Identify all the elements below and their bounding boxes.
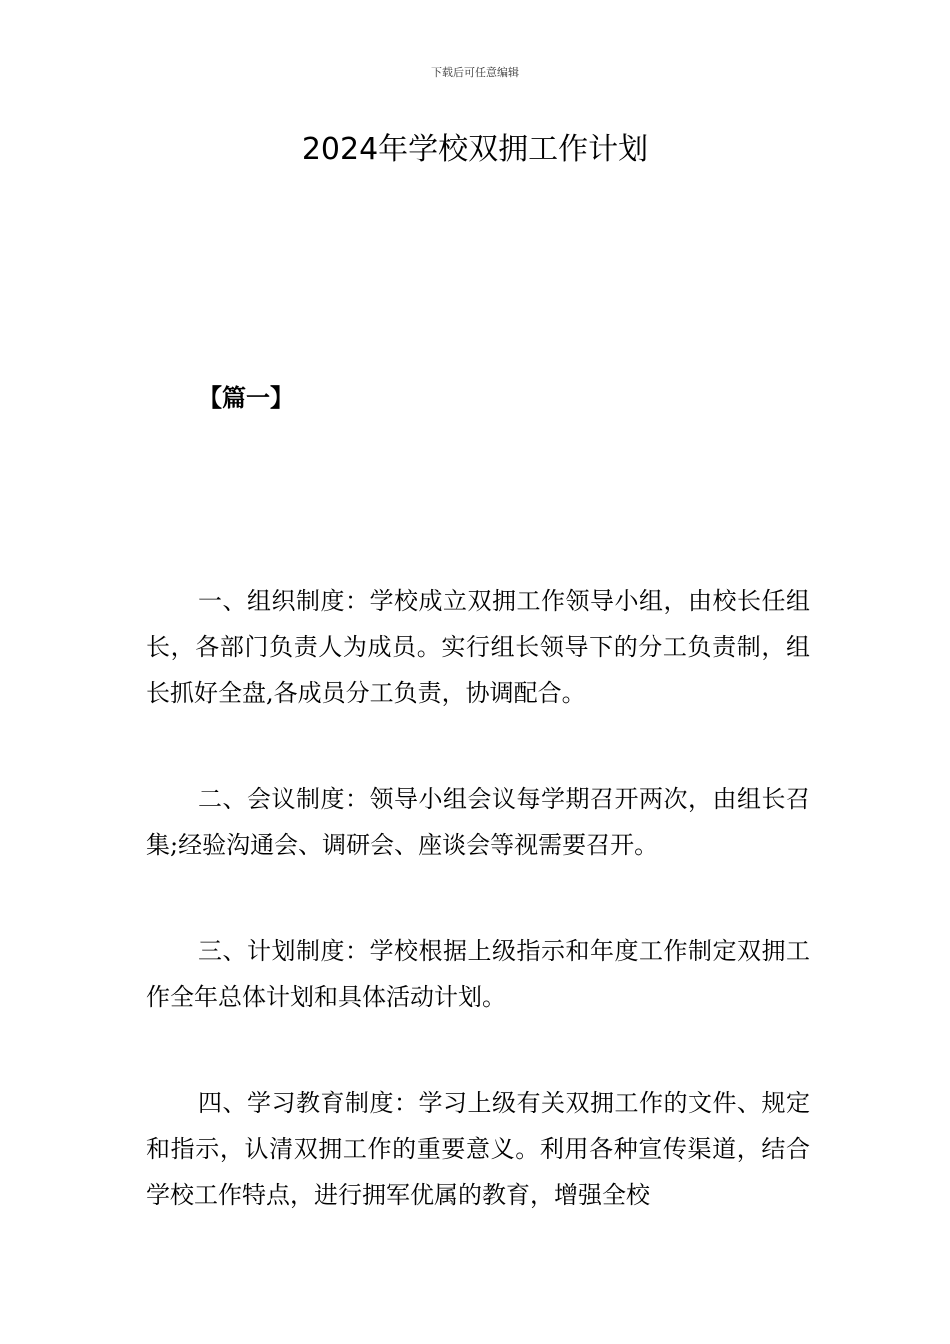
header-note: 下载后可任意编辑 (431, 66, 519, 79)
paragraph-organization: 一、组织制度：学校成立双拥工作领导小组，由校长任组长，各部门负责人为成员。实行组长领导下的分工负责制，组长抓好全盘,各成员分工负责，协调配合。 (146, 587, 810, 707)
section-label: 【篇一】 (198, 383, 294, 412)
paragraph-plan: 三、计划制度：学校根据上级指示和年度工作制定双拥工作全年总体计划和具体活动计划。 (146, 937, 810, 1011)
paragraph-education: 四、学习教育制度：学习上级有关双拥工作的文件、规定和指示，认清双拥工作的重要意义。利用各种宣传渠道，结合学校工作特点，进行拥军优属的教育，增强全校 (146, 1089, 810, 1209)
document-title: 2024年学校双拥工作计划 (301, 132, 649, 167)
paragraph-meeting: 二、会议制度：领导小组会议每学期召开两次，由组长召集;经验沟通会、调研会、座谈会等视需要召开。 (146, 785, 810, 859)
